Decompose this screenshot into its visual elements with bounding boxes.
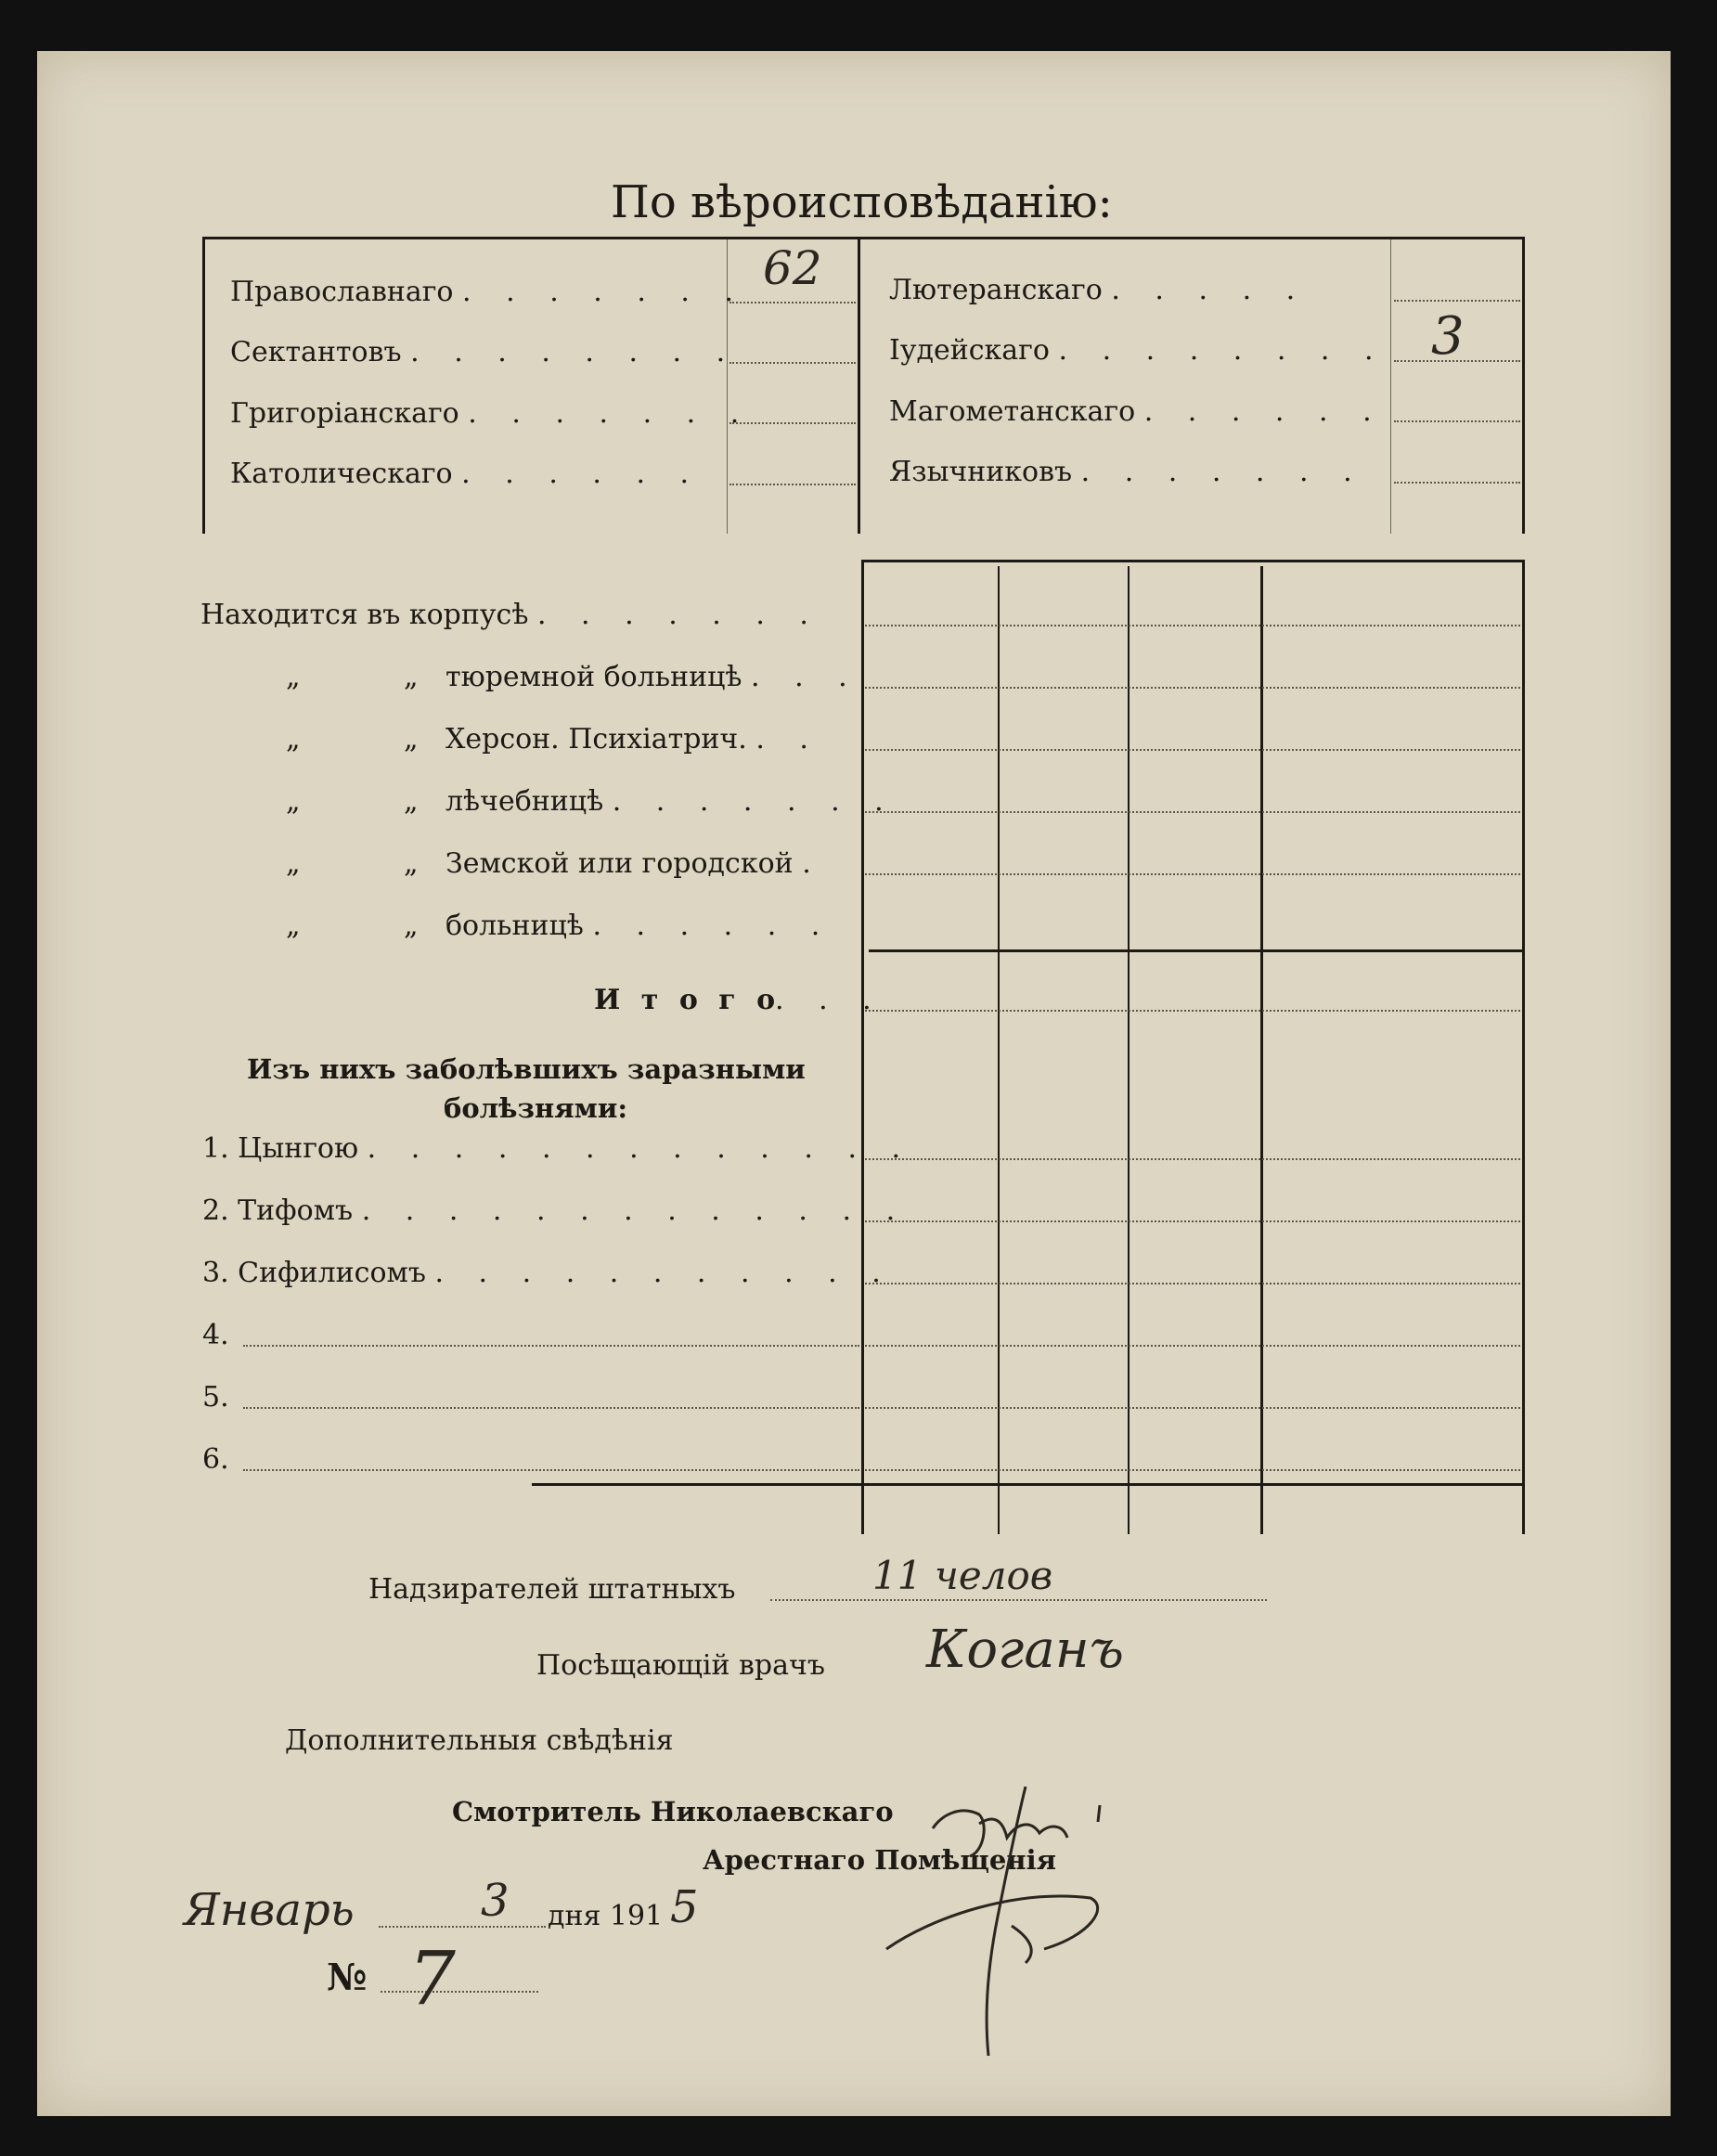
religion-right-label-3: Язычниковъ . . . . . . .: [889, 456, 1365, 488]
number-line: [381, 1991, 538, 1993]
contagious-header-line1: Изъ нихъ заболѣвшихъ заразными: [247, 1053, 806, 1085]
disease-row-1: 2. Тифомъ . . . . . . . . . . . . .: [202, 1194, 909, 1227]
location-ditto-a-1: „: [286, 723, 301, 755]
date-year-digit: 5: [670, 1881, 699, 1933]
religion-right-label-2: Магометанскаго . . . . . .: [889, 395, 1385, 428]
wardens-value: 11 челов: [872, 1553, 1053, 1598]
religion-left-label-3: Католическаго . . . . . .: [230, 458, 703, 490]
religion-left-dotline-2: [729, 422, 856, 424]
religion-table-right: [1522, 237, 1525, 534]
religion-right-dotline-3: [1394, 482, 1520, 484]
religion-right-dotline-2: [1394, 420, 1520, 422]
grid-dotline-5: [865, 1010, 1520, 1012]
date-day: 3: [481, 1875, 510, 1927]
contagious-header-line2: болѣзнями:: [444, 1092, 628, 1124]
disease-row-0: 1. Цынгою . . . . . . . . . . . . .: [202, 1132, 914, 1165]
religion-left-dotline-3: [729, 484, 856, 485]
date-day-label: дня 191: [548, 1900, 664, 1932]
religion-right-label-0: Лютеранскаго . . . . .: [889, 274, 1309, 306]
signature-line2: Арестнаго Помѣщенія: [703, 1844, 1057, 1876]
grid-dotline-7: [865, 1220, 1520, 1222]
grid-dotline-2: [865, 749, 1520, 751]
disease-row-5-num: 6.: [202, 1443, 229, 1476]
disease-row-3-line: [243, 1345, 859, 1347]
total-dots: . . .: [775, 984, 884, 1016]
disease-row-4-line: [243, 1407, 859, 1409]
religion-right-label-1: Іудейскаго . . . . . . . .: [889, 334, 1387, 367]
handwritten-signature: [877, 1749, 1174, 2084]
disease-row-4-num: 5.: [202, 1381, 229, 1414]
grid-dotline-0: [865, 625, 1520, 626]
additional-label: Дополнительныя свѣдѣнія: [285, 1724, 674, 1757]
location-subtotal-rule: [869, 949, 1522, 952]
religion-table-mid: [858, 237, 860, 534]
location-col-4: [1522, 560, 1525, 1534]
number-value: 7: [408, 1935, 456, 2021]
date-month: Январь: [184, 1884, 355, 1936]
date-line: [379, 1926, 546, 1928]
location-ditto-a-3: „: [286, 847, 301, 880]
number-label: №: [327, 1956, 368, 1999]
total-label: И т о г о: [594, 984, 781, 1016]
religion-left-label-2: Григоріанскаго . . . . . . .: [230, 397, 753, 430]
location-col-2: [1128, 566, 1130, 1534]
religion-left-label-1: Сектантовъ . . . . . . . .: [230, 336, 739, 368]
location-ditto-b-3: „: [404, 847, 419, 880]
location-row-3: лѣчебницѣ . . . . . . .: [445, 785, 897, 818]
disease-row-3-num: 4.: [202, 1319, 229, 1351]
grid-dotline-6: [865, 1158, 1520, 1160]
wardens-line: [770, 1599, 1267, 1601]
wardens-label: Надзирателей штатныхъ: [368, 1573, 736, 1606]
grid-dotline-9: [865, 1345, 1520, 1347]
location-row-2: Херсон. Псиxiатрич. . .: [445, 723, 821, 755]
religion-right-value-1: 3: [1431, 306, 1465, 367]
location-col-3: [1260, 566, 1263, 1534]
location-row-4: Земской или городской .: [445, 847, 824, 880]
location-row-5: больницѣ . . . . . .: [445, 910, 833, 942]
location-row-0: Находится въ корпусѣ . . . . . . .: [200, 599, 821, 631]
religion-table-left: [202, 237, 205, 534]
location-ditto-a-2: „: [286, 785, 301, 818]
grid-dotline-11: [865, 1469, 1520, 1471]
signature-line1: Смотритель Николаевскаго: [452, 1796, 894, 1827]
grid-dotline-1: [865, 687, 1520, 689]
religion-table-top: [202, 237, 1522, 239]
location-table-top: [861, 560, 1522, 562]
location-ditto-b-0: „: [404, 661, 419, 693]
location-bottom-rule: [532, 1483, 1522, 1486]
page-title: По вѣроисповѣданію:: [611, 176, 1113, 228]
grid-dotline-8: [865, 1283, 1520, 1285]
location-ditto-b-2: „: [404, 785, 419, 818]
location-ditto-b-1: „: [404, 723, 419, 755]
document-page: [37, 51, 1671, 2116]
location-col-0: [861, 560, 864, 1534]
religion-left-label-0: Православнаго . . . . . . .: [230, 276, 747, 308]
location-ditto-b-4: „: [404, 910, 419, 942]
grid-dotline-4: [865, 873, 1520, 875]
religion-left-dotline-1: [729, 362, 856, 364]
location-row-1: тюремной больницѣ . . .: [445, 661, 860, 693]
religion-col-sep-right: [1390, 237, 1391, 534]
location-col-1: [998, 566, 1000, 1534]
location-ditto-a-0: „: [286, 661, 301, 693]
doctor-value: Коганъ: [926, 1620, 1124, 1680]
disease-row-5-line: [243, 1469, 859, 1471]
grid-dotline-10: [865, 1407, 1520, 1409]
religion-left-dotline-0: [729, 302, 856, 303]
location-ditto-a-4: „: [286, 910, 301, 942]
religion-left-value-0: 62: [763, 241, 822, 295]
doctor-label: Посѣщающій врачъ: [536, 1649, 825, 1682]
grid-dotline-3: [865, 811, 1520, 813]
religion-right-dotline-0: [1394, 300, 1520, 302]
disease-row-2: 3. Сифилисомъ . . . . . . . . . . .: [202, 1257, 894, 1289]
